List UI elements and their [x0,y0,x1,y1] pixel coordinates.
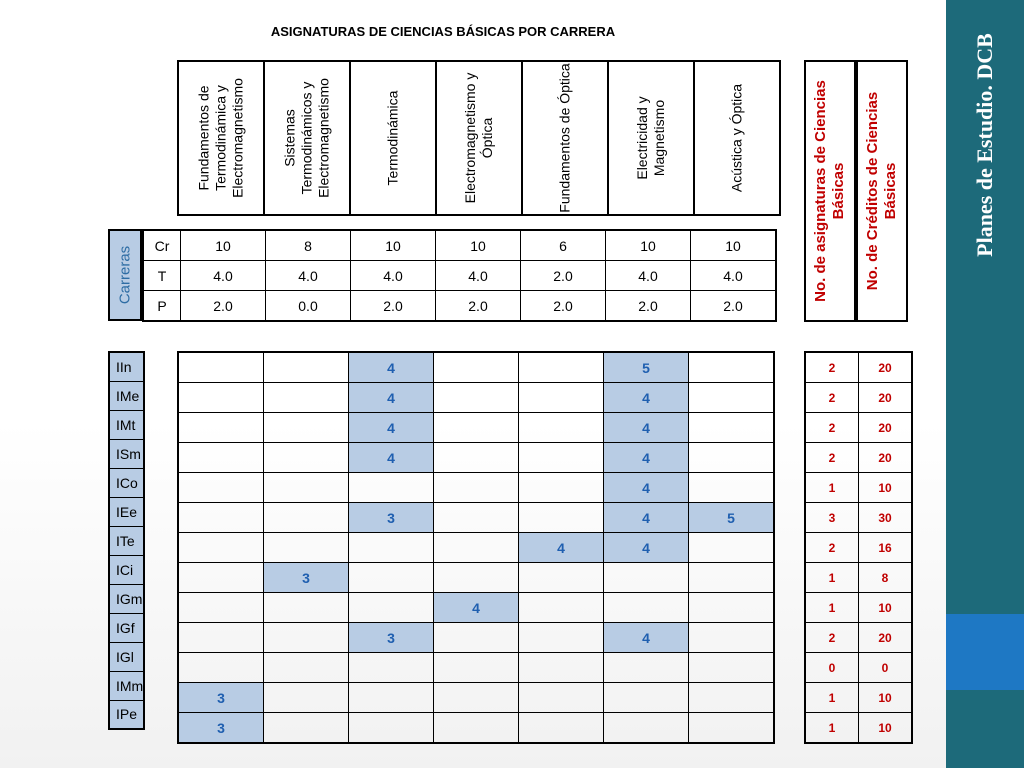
totals-row [805,473,912,503]
credit-value: 8 [266,230,351,261]
credit-value: 10 [436,230,521,261]
grid-cell [434,473,519,503]
theory-row [143,261,776,291]
career-code: ICo [109,468,144,497]
grid-cell [519,683,604,713]
career-code: IPe [109,700,144,729]
grid-cell [434,563,519,593]
grid-cell: 4 [519,533,604,563]
practice-value: 2.0 [181,291,266,322]
career-row [109,381,144,410]
grid-cell [689,443,775,473]
credits-row [143,230,776,261]
grid-cell [264,653,349,683]
num-subjects-value: 1 [805,593,859,623]
grid-cell [689,683,775,713]
grid-cell: 4 [349,413,434,443]
grid-cell: 4 [604,443,689,473]
num-credits-value: 10 [859,473,913,503]
grid-cell: 4 [349,383,434,413]
totals-row [805,713,912,744]
grid-cell [178,623,264,653]
career-code: IMm [109,671,144,700]
grid-cell [264,503,349,533]
num-subjects-header [804,60,856,322]
grid-cell: 3 [178,683,264,713]
grid-row [178,503,774,533]
num-credits-value: 16 [859,533,913,563]
num-subjects-value: 2 [805,383,859,413]
num-subjects-value: 2 [805,623,859,653]
grid-cell [349,563,434,593]
grid-row [178,413,774,443]
grid-cell [689,383,775,413]
grid-cell [349,593,434,623]
num-credits-value: 10 [859,593,913,623]
grid-cell [689,563,775,593]
grid-cell [604,563,689,593]
practice-value: 2.0 [436,291,521,322]
grid-cell [349,713,434,744]
grid-cell [178,352,264,383]
grid-cell: 4 [434,593,519,623]
career-code: IMe [109,381,144,410]
grid-cell: 5 [689,503,775,533]
career-code: IEe [109,497,144,526]
grid-cell [604,593,689,623]
grid-cell [519,352,604,383]
num-credits-value: 10 [859,713,913,744]
career-code: IGl [109,642,144,671]
career-code: IMt [109,410,144,439]
grid-cell [178,383,264,413]
grid-row [178,713,774,744]
num-subjects-value: 0 [805,653,859,683]
num-subjects-value: 2 [805,443,859,473]
num-credits-value: 20 [859,443,913,473]
career-row [109,584,144,613]
career-code: ICi [109,555,144,584]
subject-name: Fundamentos de Óptica [556,63,573,213]
career-code: IGf [109,613,144,642]
num-subjects-value: 1 [805,683,859,713]
grid-cell [434,503,519,533]
grid-cell: 3 [178,713,264,744]
grid-row [178,352,774,383]
career-row [109,555,144,584]
subject-name: Electricidad y Magnetismo [634,96,667,180]
career-codes-table [108,351,145,730]
practice-value: 2.0 [351,291,436,322]
career-row [109,439,144,468]
practice-row [143,291,776,322]
num-credits-value: 20 [859,352,913,383]
theory-value: 4.0 [266,261,351,291]
grid-row [178,653,774,683]
grid-cell [264,623,349,653]
grid-cell [604,713,689,744]
totals-row [805,683,912,713]
grid-cell [604,653,689,683]
totals-row [805,443,912,473]
carreras-label-box [108,229,142,321]
subject-name: Acústica y Óptica [728,83,745,193]
grid-cell [264,683,349,713]
grid-cell [264,713,349,744]
num-subjects-value: 2 [805,413,859,443]
career-code: IGm [109,584,144,613]
page-title: ASIGNATURAS DE CIENCIAS BÁSICAS POR CARRERA [270,24,616,39]
grid-cell [519,623,604,653]
num-subjects-value: 2 [805,352,859,383]
subject-header-cell [264,61,350,215]
subject-header-table [177,60,781,216]
grid-cell [178,653,264,683]
theory-value: 4.0 [436,261,521,291]
career-row [109,497,144,526]
grid-cell [178,503,264,533]
grid-cell [519,473,604,503]
career-row [109,352,144,381]
num-subjects-value: 2 [805,533,859,563]
subject-header-cell [178,61,264,215]
grid-row [178,383,774,413]
param-label: P [143,291,181,322]
practice-value: 2.0 [691,291,777,322]
career-row [109,671,144,700]
grid-cell: 3 [349,623,434,653]
credits-params-table [142,229,777,322]
grid-cell [178,593,264,623]
grid-cell [689,593,775,623]
grid-cell: 4 [349,443,434,473]
grid-cell [519,443,604,473]
subject-header-cell [350,61,436,215]
grid-cell [434,683,519,713]
grid-cell [689,713,775,744]
grid-cell: 4 [604,383,689,413]
grid-cell: 5 [604,352,689,383]
grid-cell [178,413,264,443]
totals-row [805,413,912,443]
grid-cell: 4 [604,413,689,443]
grid-cell: 4 [604,623,689,653]
career-row [109,526,144,555]
grid-cell [434,623,519,653]
grid-cell: 3 [264,563,349,593]
grid-cell [434,413,519,443]
career-row [109,410,144,439]
grid-row [178,563,774,593]
num-credits-value: 30 [859,503,913,533]
grid-row [178,473,774,503]
totals-row [805,623,912,653]
grid-row [178,593,774,623]
grid-cell [349,683,434,713]
grid-cell [689,623,775,653]
grid-cell [264,473,349,503]
credit-value: 10 [691,230,777,261]
grid-cell: 4 [604,533,689,563]
num-credits-header-text: No. de Créditos de Ciencias Básicas [864,91,899,291]
grid-cell [264,383,349,413]
grid-cell [434,533,519,563]
num-credits-header [856,60,908,322]
grid-cell: 4 [604,503,689,533]
grid-cell: 4 [604,473,689,503]
theory-value: 4.0 [691,261,777,291]
credit-value: 10 [351,230,436,261]
totals-row [805,503,912,533]
practice-value: 0.0 [266,291,351,322]
credit-value: 10 [606,230,691,261]
grid-cell [264,593,349,623]
subject-header-cell [608,61,694,215]
grid-cell: 3 [349,503,434,533]
subject-name: Fundamentos de Termodinámica y Electromagnetismo [195,78,246,198]
num-subjects-value: 1 [805,563,859,593]
theory-value: 4.0 [606,261,691,291]
career-row [109,468,144,497]
grid-cell [434,352,519,383]
num-subjects-value: 1 [805,713,859,744]
grid-cell [178,473,264,503]
career-subject-grid [177,351,775,744]
subject-header-cell [522,61,608,215]
grid-cell [178,533,264,563]
grid-row [178,533,774,563]
grid-row [178,623,774,653]
theory-value: 2.0 [521,261,606,291]
credit-value: 10 [181,230,266,261]
subject-header-cell [436,61,522,215]
totals-table [804,351,913,744]
grid-cell: 4 [349,352,434,383]
grid-cell [349,473,434,503]
grid-cell [434,653,519,683]
grid-cell [519,713,604,744]
practice-value: 2.0 [521,291,606,322]
totals-row [805,352,912,383]
subject-header-cell [694,61,780,215]
num-credits-value: 8 [859,563,913,593]
num-credits-value: 20 [859,623,913,653]
sidebar-accent-band [946,614,1024,690]
grid-cell [519,563,604,593]
totals-row [805,653,912,683]
grid-row [178,683,774,713]
career-row [109,613,144,642]
grid-cell [264,443,349,473]
credit-value: 6 [521,230,606,261]
num-credits-value: 20 [859,413,913,443]
theory-value: 4.0 [351,261,436,291]
totals-row [805,533,912,563]
grid-cell [689,413,775,443]
num-credits-value: 20 [859,383,913,413]
num-subjects-header-text: No. de asignaturas de Ciencias Básicas [812,80,847,302]
param-label: Cr [143,230,181,261]
career-row [109,642,144,671]
career-code: ISm [109,439,144,468]
career-code: ITe [109,526,144,555]
career-code: IIn [109,352,144,381]
grid-cell [689,533,775,563]
grid-cell [519,383,604,413]
totals-row [805,563,912,593]
totals-row [805,593,912,623]
grid-cell [519,503,604,533]
grid-cell [434,713,519,744]
grid-cell [349,653,434,683]
practice-value: 2.0 [606,291,691,322]
num-subjects-value: 1 [805,473,859,503]
grid-cell [264,533,349,563]
grid-cell [434,443,519,473]
grid-cell [264,413,349,443]
theory-value: 4.0 [181,261,266,291]
totals-row [805,383,912,413]
career-row [109,700,144,729]
grid-cell [178,563,264,593]
grid-cell [519,593,604,623]
subject-name: Sistemas Termodinámicos y Electromagnetismo [281,78,332,198]
num-subjects-value: 3 [805,503,859,533]
grid-cell [689,352,775,383]
grid-cell [178,443,264,473]
grid-cell [264,352,349,383]
grid-cell [519,413,604,443]
num-credits-value: 10 [859,683,913,713]
num-credits-value: 0 [859,653,913,683]
grid-cell [689,653,775,683]
subject-name: Electromagnetismo y Óptica [462,72,495,204]
grid-cell [604,683,689,713]
subject-name: Termodinámica [384,90,401,186]
grid-cell [519,653,604,683]
grid-cell [349,533,434,563]
grid-cell [434,383,519,413]
param-label: T [143,261,181,291]
carreras-label: Carreras [116,245,134,305]
sidebar-title: Planes de Estudio. DCB [972,33,997,257]
grid-cell [689,473,775,503]
grid-row [178,443,774,473]
